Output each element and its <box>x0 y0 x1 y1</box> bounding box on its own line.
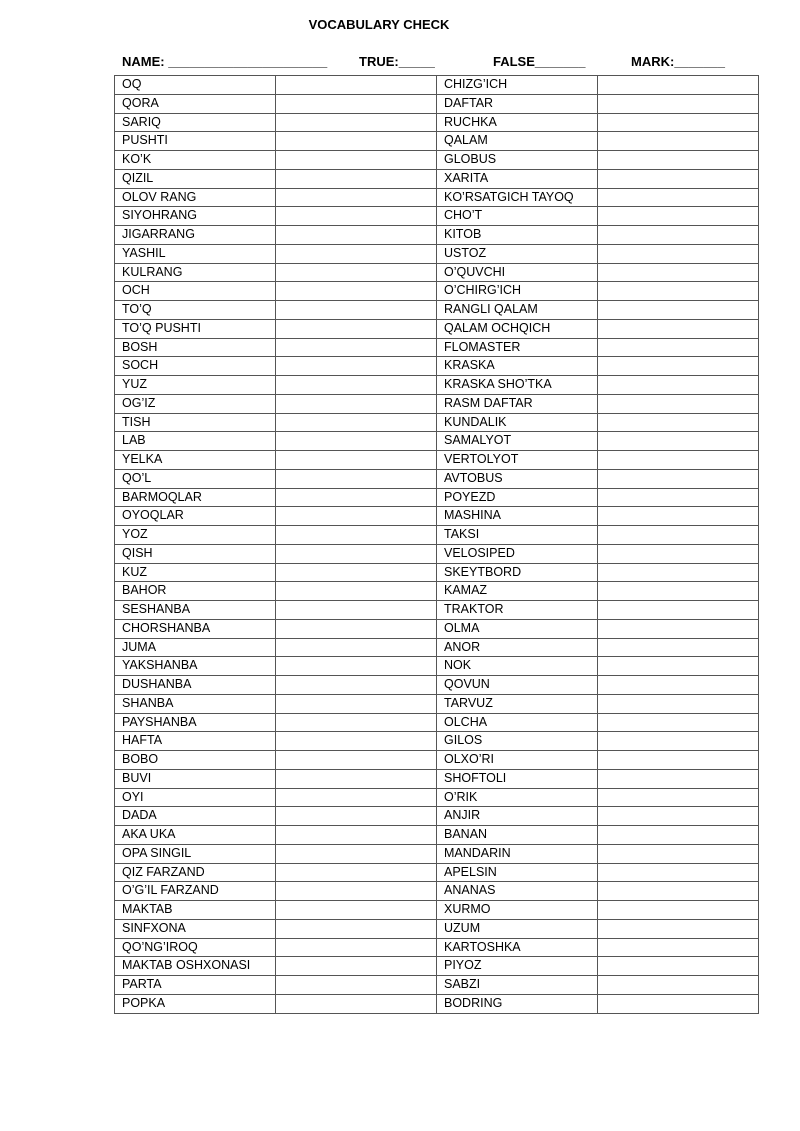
answer-cell-left[interactable] <box>276 938 437 957</box>
table-row <box>115 244 759 263</box>
uzbek-word-right: GILOS <box>437 732 598 751</box>
table-row <box>115 338 759 357</box>
answer-cell-left[interactable] <box>276 188 437 207</box>
uzbek-word-right: POYEZD <box>437 488 598 507</box>
uzbek-word-left: OQ <box>115 76 276 95</box>
table-row <box>115 788 759 807</box>
uzbek-word-right: KAMAZ <box>437 582 598 601</box>
uzbek-word-right: VERTOLYOT <box>437 451 598 470</box>
uzbek-word-right: OLMA <box>437 619 598 638</box>
uzbek-word-left: QORA <box>115 94 276 113</box>
answer-cell-right[interactable] <box>598 544 759 563</box>
uzbek-word-left: AKA UKA <box>115 826 276 845</box>
answer-cell-left[interactable] <box>276 207 437 226</box>
uzbek-word-left: BOSH <box>115 338 276 357</box>
answer-cell-left[interactable] <box>276 676 437 695</box>
answer-cell-left[interactable] <box>276 807 437 826</box>
uzbek-word-right: KRASKA SHO’TKA <box>437 376 598 395</box>
answer-cell-left[interactable] <box>276 657 437 676</box>
table-row <box>115 994 759 1013</box>
answer-cell-left[interactable] <box>276 957 437 976</box>
answer-cell-right[interactable] <box>598 413 759 432</box>
answer-cell-left[interactable] <box>276 301 437 320</box>
answer-cell-right[interactable] <box>598 657 759 676</box>
uzbek-word-right: O’CHIRG’ICH <box>437 282 598 301</box>
uzbek-word-right: RANGLI QALAM <box>437 301 598 320</box>
answer-cell-right[interactable] <box>598 132 759 151</box>
uzbek-word-left: BAHOR <box>115 582 276 601</box>
table-row <box>115 732 759 751</box>
uzbek-word-left: PAYSHANBA <box>115 713 276 732</box>
table-row <box>115 882 759 901</box>
uzbek-word-right: TAKSI <box>437 526 598 545</box>
answer-cell-left[interactable] <box>276 413 437 432</box>
uzbek-word-right: MASHINA <box>437 507 598 526</box>
vocabulary-table-body <box>115 76 759 1014</box>
answer-cell-right[interactable] <box>598 582 759 601</box>
table-row <box>115 751 759 770</box>
answer-cell-left[interactable] <box>276 488 437 507</box>
uzbek-word-left: BARMOQLAR <box>115 488 276 507</box>
name-field-label: NAME: ______________________ <box>122 54 328 69</box>
uzbek-word-left: TO’Q <box>115 301 276 320</box>
uzbek-word-right: SABZI <box>437 976 598 995</box>
uzbek-word-right: TRAKTOR <box>437 601 598 620</box>
answer-cell-left[interactable] <box>276 151 437 170</box>
table-row <box>115 113 759 132</box>
answer-cell-left[interactable] <box>276 338 437 357</box>
answer-cell-right[interactable] <box>598 151 759 170</box>
table-row <box>115 844 759 863</box>
uzbek-word-left: QO’NG’IROQ <box>115 938 276 957</box>
answer-cell-right[interactable] <box>598 957 759 976</box>
uzbek-word-right: KO’RSATGICH TAYOQ <box>437 188 598 207</box>
table-row <box>115 132 759 151</box>
answer-cell-right[interactable] <box>598 301 759 320</box>
table-row <box>115 582 759 601</box>
page-title: VOCABULARY CHECK <box>308 17 450 32</box>
table-row <box>115 544 759 563</box>
uzbek-word-left: DADA <box>115 807 276 826</box>
table-row <box>115 151 759 170</box>
answer-cell-left[interactable] <box>276 132 437 151</box>
uzbek-word-right: TARVUZ <box>437 694 598 713</box>
table-row <box>115 451 759 470</box>
uzbek-word-right: PIYOZ <box>437 957 598 976</box>
uzbek-word-left: HAFTA <box>115 732 276 751</box>
answer-cell-left[interactable] <box>276 582 437 601</box>
answer-cell-right[interactable] <box>598 357 759 376</box>
uzbek-word-right: ANOR <box>437 638 598 657</box>
table-row <box>115 826 759 845</box>
uzbek-word-left: KULRANG <box>115 263 276 282</box>
uzbek-word-right: CHIZG’ICH <box>437 76 598 95</box>
uzbek-word-left: DUSHANBA <box>115 676 276 695</box>
answer-cell-left[interactable] <box>276 94 437 113</box>
answer-cell-right[interactable] <box>598 882 759 901</box>
uzbek-word-left: BOBO <box>115 751 276 770</box>
table-row <box>115 282 759 301</box>
uzbek-word-right: OLXO’RI <box>437 751 598 770</box>
table-row <box>115 357 759 376</box>
answer-cell-left[interactable] <box>276 544 437 563</box>
answer-cell-right[interactable] <box>598 919 759 938</box>
table-row <box>115 676 759 695</box>
answer-cell-right[interactable] <box>598 619 759 638</box>
uzbek-word-right: OLCHA <box>437 713 598 732</box>
answer-cell-right[interactable] <box>598 188 759 207</box>
uzbek-word-right: UZUM <box>437 919 598 938</box>
uzbek-word-left: OCH <box>115 282 276 301</box>
answer-cell-right[interactable] <box>598 507 759 526</box>
uzbek-word-left: POPKA <box>115 994 276 1013</box>
answer-cell-left[interactable] <box>276 601 437 620</box>
uzbek-word-left: YOZ <box>115 526 276 545</box>
uzbek-word-left: YELKA <box>115 451 276 470</box>
answer-cell-left[interactable] <box>276 694 437 713</box>
uzbek-word-left: MAKTAB <box>115 901 276 920</box>
uzbek-word-right: AVTOBUS <box>437 469 598 488</box>
answer-cell-right[interactable] <box>598 263 759 282</box>
table-row <box>115 76 759 95</box>
uzbek-word-left: YUZ <box>115 376 276 395</box>
answer-cell-left[interactable] <box>276 526 437 545</box>
uzbek-word-right: ANJIR <box>437 807 598 826</box>
uzbek-word-right: BODRING <box>437 994 598 1013</box>
uzbek-word-right: NOK <box>437 657 598 676</box>
table-row <box>115 619 759 638</box>
uzbek-word-left: JIGARRANG <box>115 226 276 245</box>
table-row <box>115 432 759 451</box>
uzbek-word-left: YASHIL <box>115 244 276 263</box>
answer-cell-right[interactable] <box>598 338 759 357</box>
table-row <box>115 526 759 545</box>
answer-cell-left[interactable] <box>276 619 437 638</box>
answer-cell-right[interactable] <box>598 94 759 113</box>
answer-cell-right[interactable] <box>598 563 759 582</box>
uzbek-word-right: ANANAS <box>437 882 598 901</box>
table-row <box>115 488 759 507</box>
table-row <box>115 601 759 620</box>
table-row <box>115 226 759 245</box>
table-row <box>115 976 759 995</box>
answer-cell-left[interactable] <box>276 994 437 1013</box>
answer-cell-left[interactable] <box>276 451 437 470</box>
answer-cell-left[interactable] <box>276 469 437 488</box>
uzbek-word-right: XURMO <box>437 901 598 920</box>
answer-cell-left[interactable] <box>276 751 437 770</box>
answer-cell-right[interactable] <box>598 901 759 920</box>
uzbek-word-left: SARIQ <box>115 113 276 132</box>
uzbek-word-right: O’RIK <box>437 788 598 807</box>
uzbek-word-right: SHOFTOLI <box>437 769 598 788</box>
uzbek-word-left: QIZ FARZAND <box>115 863 276 882</box>
answer-cell-right[interactable] <box>598 432 759 451</box>
answer-cell-right[interactable] <box>598 226 759 245</box>
answer-cell-left[interactable] <box>276 882 437 901</box>
answer-cell-right[interactable] <box>598 319 759 338</box>
answer-cell-left[interactable] <box>276 769 437 788</box>
answer-cell-left[interactable] <box>276 713 437 732</box>
table-row <box>115 394 759 413</box>
mark-label: MARK:_______ <box>631 54 725 69</box>
uzbek-word-right: SAMALYOT <box>437 432 598 451</box>
answer-cell-right[interactable] <box>598 601 759 620</box>
answer-cell-left[interactable] <box>276 432 437 451</box>
table-row <box>115 301 759 320</box>
table-row <box>115 638 759 657</box>
table-row <box>115 169 759 188</box>
answer-cell-left[interactable] <box>276 169 437 188</box>
answer-cell-right[interactable] <box>598 938 759 957</box>
answer-cell-left[interactable] <box>276 976 437 995</box>
uzbek-word-left: BUVI <box>115 769 276 788</box>
table-row <box>115 657 759 676</box>
answer-cell-right[interactable] <box>598 732 759 751</box>
table-row <box>115 207 759 226</box>
answer-cell-left[interactable] <box>276 394 437 413</box>
table-row <box>115 469 759 488</box>
uzbek-word-right: QALAM OCHQICH <box>437 319 598 338</box>
answer-cell-left[interactable] <box>276 638 437 657</box>
answer-cell-right[interactable] <box>598 769 759 788</box>
table-row <box>115 188 759 207</box>
uzbek-word-left: OG’IZ <box>115 394 276 413</box>
uzbek-word-right: VELOSIPED <box>437 544 598 563</box>
answer-cell-right[interactable] <box>598 282 759 301</box>
uzbek-word-right: RASM DAFTAR <box>437 394 598 413</box>
table-row <box>115 769 759 788</box>
uzbek-word-left: MAKTAB OSHXONASI <box>115 957 276 976</box>
uzbek-word-left: OYI <box>115 788 276 807</box>
uzbek-word-left: OYOQLAR <box>115 507 276 526</box>
answer-cell-right[interactable] <box>598 994 759 1013</box>
answer-cell-left[interactable] <box>276 76 437 95</box>
uzbek-word-left: TO’Q PUSHTI <box>115 319 276 338</box>
uzbek-word-right: KRASKA <box>437 357 598 376</box>
answer-cell-left[interactable] <box>276 113 437 132</box>
answer-cell-left[interactable] <box>276 826 437 845</box>
table-row <box>115 901 759 920</box>
uzbek-word-left: PARTA <box>115 976 276 995</box>
answer-cell-right[interactable] <box>598 788 759 807</box>
answer-cell-right[interactable] <box>598 488 759 507</box>
answer-cell-left[interactable] <box>276 563 437 582</box>
uzbek-word-left: QO’L <box>115 469 276 488</box>
uzbek-word-left: OPA SINGIL <box>115 844 276 863</box>
uzbek-word-left: PUSHTI <box>115 132 276 151</box>
answer-cell-right[interactable] <box>598 113 759 132</box>
uzbek-word-right: KITOB <box>437 226 598 245</box>
uzbek-word-left: SOCH <box>115 357 276 376</box>
uzbek-word-right: SKEYTBORD <box>437 563 598 582</box>
uzbek-word-left: JUMA <box>115 638 276 657</box>
answer-cell-right[interactable] <box>598 826 759 845</box>
answer-cell-left[interactable] <box>276 357 437 376</box>
table-row <box>115 694 759 713</box>
answer-cell-right[interactable] <box>598 694 759 713</box>
answer-cell-right[interactable] <box>598 976 759 995</box>
uzbek-word-right: XARITA <box>437 169 598 188</box>
uzbek-word-right: BANAN <box>437 826 598 845</box>
uzbek-word-left: O’G’IL FARZAND <box>115 882 276 901</box>
answer-cell-right[interactable] <box>598 376 759 395</box>
answer-cell-left[interactable] <box>276 226 437 245</box>
table-row <box>115 863 759 882</box>
answer-cell-right[interactable] <box>598 638 759 657</box>
uzbek-word-right: O’QUVCHI <box>437 263 598 282</box>
uzbek-word-left: QISH <box>115 544 276 563</box>
table-row <box>115 94 759 113</box>
answer-cell-right[interactable] <box>598 169 759 188</box>
table-row <box>115 319 759 338</box>
answer-cell-right[interactable] <box>598 676 759 695</box>
answer-cell-left[interactable] <box>276 844 437 863</box>
table-row <box>115 376 759 395</box>
answer-cell-right[interactable] <box>598 207 759 226</box>
answer-cell-left[interactable] <box>276 244 437 263</box>
table-row <box>115 713 759 732</box>
uzbek-word-right: APELSIN <box>437 863 598 882</box>
uzbek-word-left: KUZ <box>115 563 276 582</box>
answer-cell-left[interactable] <box>276 788 437 807</box>
answer-cell-right[interactable] <box>598 751 759 770</box>
answer-cell-left[interactable] <box>276 863 437 882</box>
uzbek-word-right: FLOMASTER <box>437 338 598 357</box>
table-row <box>115 938 759 957</box>
uzbek-word-left: SIYOHRANG <box>115 207 276 226</box>
uzbek-word-left: OLOV RANG <box>115 188 276 207</box>
uzbek-word-left: CHORSHANBA <box>115 619 276 638</box>
answer-cell-right[interactable] <box>598 526 759 545</box>
answer-cell-right[interactable] <box>598 844 759 863</box>
uzbek-word-left: KO’K <box>115 151 276 170</box>
answer-cell-left[interactable] <box>276 376 437 395</box>
uzbek-word-right: QALAM <box>437 132 598 151</box>
uzbek-word-right: QOVUN <box>437 676 598 695</box>
table-row <box>115 563 759 582</box>
vocabulary-table <box>114 75 759 1014</box>
answer-cell-right[interactable] <box>598 451 759 470</box>
uzbek-word-right: RUCHKA <box>437 113 598 132</box>
uzbek-word-left: TISH <box>115 413 276 432</box>
answer-cell-right[interactable] <box>598 76 759 95</box>
uzbek-word-left: SINFXONA <box>115 919 276 938</box>
uzbek-word-right: KARTOSHKA <box>437 938 598 957</box>
uzbek-word-left: SHANBA <box>115 694 276 713</box>
uzbek-word-right: KUNDALIK <box>437 413 598 432</box>
table-row <box>115 507 759 526</box>
uzbek-word-left: LAB <box>115 432 276 451</box>
false-count-label: FALSE_______ <box>493 54 586 69</box>
table-row <box>115 807 759 826</box>
table-row <box>115 263 759 282</box>
answer-cell-right[interactable] <box>598 863 759 882</box>
uzbek-word-right: DAFTAR <box>437 94 598 113</box>
answer-cell-left[interactable] <box>276 319 437 338</box>
answer-cell-left[interactable] <box>276 507 437 526</box>
answer-cell-right[interactable] <box>598 469 759 488</box>
answer-cell-right[interactable] <box>598 244 759 263</box>
answer-cell-right[interactable] <box>598 713 759 732</box>
uzbek-word-left: QIZIL <box>115 169 276 188</box>
uzbek-word-right: MANDARIN <box>437 844 598 863</box>
answer-cell-right[interactable] <box>598 394 759 413</box>
answer-cell-left[interactable] <box>276 919 437 938</box>
answer-cell-left[interactable] <box>276 263 437 282</box>
table-row <box>115 957 759 976</box>
uzbek-word-right: GLOBUS <box>437 151 598 170</box>
true-count-label: TRUE:_____ <box>359 54 435 69</box>
answer-cell-left[interactable] <box>276 282 437 301</box>
answer-cell-left[interactable] <box>276 901 437 920</box>
answer-cell-right[interactable] <box>598 807 759 826</box>
uzbek-word-left: SESHANBA <box>115 601 276 620</box>
uzbek-word-right: USTOZ <box>437 244 598 263</box>
uzbek-word-right: CHO’T <box>437 207 598 226</box>
table-row <box>115 919 759 938</box>
table-row <box>115 413 759 432</box>
uzbek-word-left: YAKSHANBA <box>115 657 276 676</box>
answer-cell-left[interactable] <box>276 732 437 751</box>
